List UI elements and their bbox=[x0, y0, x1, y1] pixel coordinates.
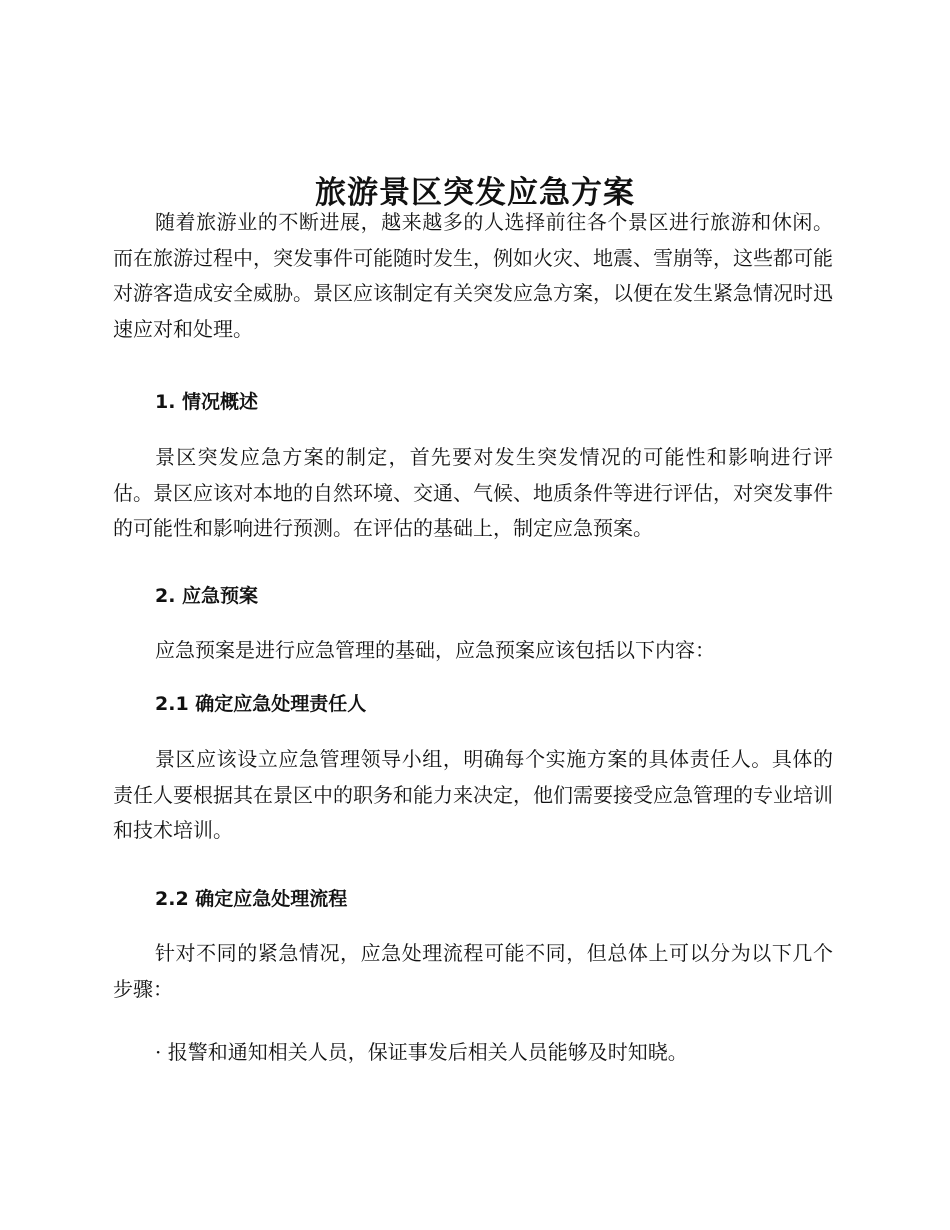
section-1-heading: 1. 情况概述 bbox=[155, 391, 259, 413]
section-2-2-heading: 2.2 确定应急处理流程 bbox=[155, 888, 348, 910]
list-item: · 报警和通知相关人员，保证事发后相关人员能够及时知晓。 bbox=[155, 1040, 688, 1064]
section-2-1-heading: 2.1 确定应急处理责任人 bbox=[155, 693, 367, 715]
section-2-paragraph: 应急预案是进行应急管理的基础，应急预案应该包括以下内容： bbox=[155, 638, 715, 662]
document-title: 旅游景区突发应急方案 bbox=[315, 174, 635, 211]
section-2-1-paragraph: 景区应该设立应急管理领导小组，明确每个实施方案的具体责任人。具体的责任人要根据其在景区中的职务和能力来决定，他们需要接受应急管理的专业培训和技术培训。 bbox=[113, 747, 833, 842]
section-1-paragraph: 景区突发应急方案的制定，首先要对发生突发情况的可能性和影响进行评估。景区应该对本地的自然环境、交通、气候、地质条件等进行评估，对突发事件的可能性和影响进行预测。在评估的基础上，制定应急预案。 bbox=[113, 445, 833, 540]
section-2-heading: 2. 应急预案 bbox=[155, 585, 259, 607]
section-2-2-paragraph: 针对不同的紧急情况，应急处理流程可能不同，但总体上可以分为以下几个步骤： bbox=[113, 941, 833, 1001]
intro-paragraph: 随着旅游业的不断进展，越来越多的人选择前往各个景区进行旅游和休闲。而在旅游过程中，突发事件可能随时发生，例如火灾、地震、雪崩等，这些都可能对游客造成安全威胁。景区应该制定有关突发应急方案，以便在发生紧急情况时迅速应对和处理。 bbox=[113, 210, 833, 341]
